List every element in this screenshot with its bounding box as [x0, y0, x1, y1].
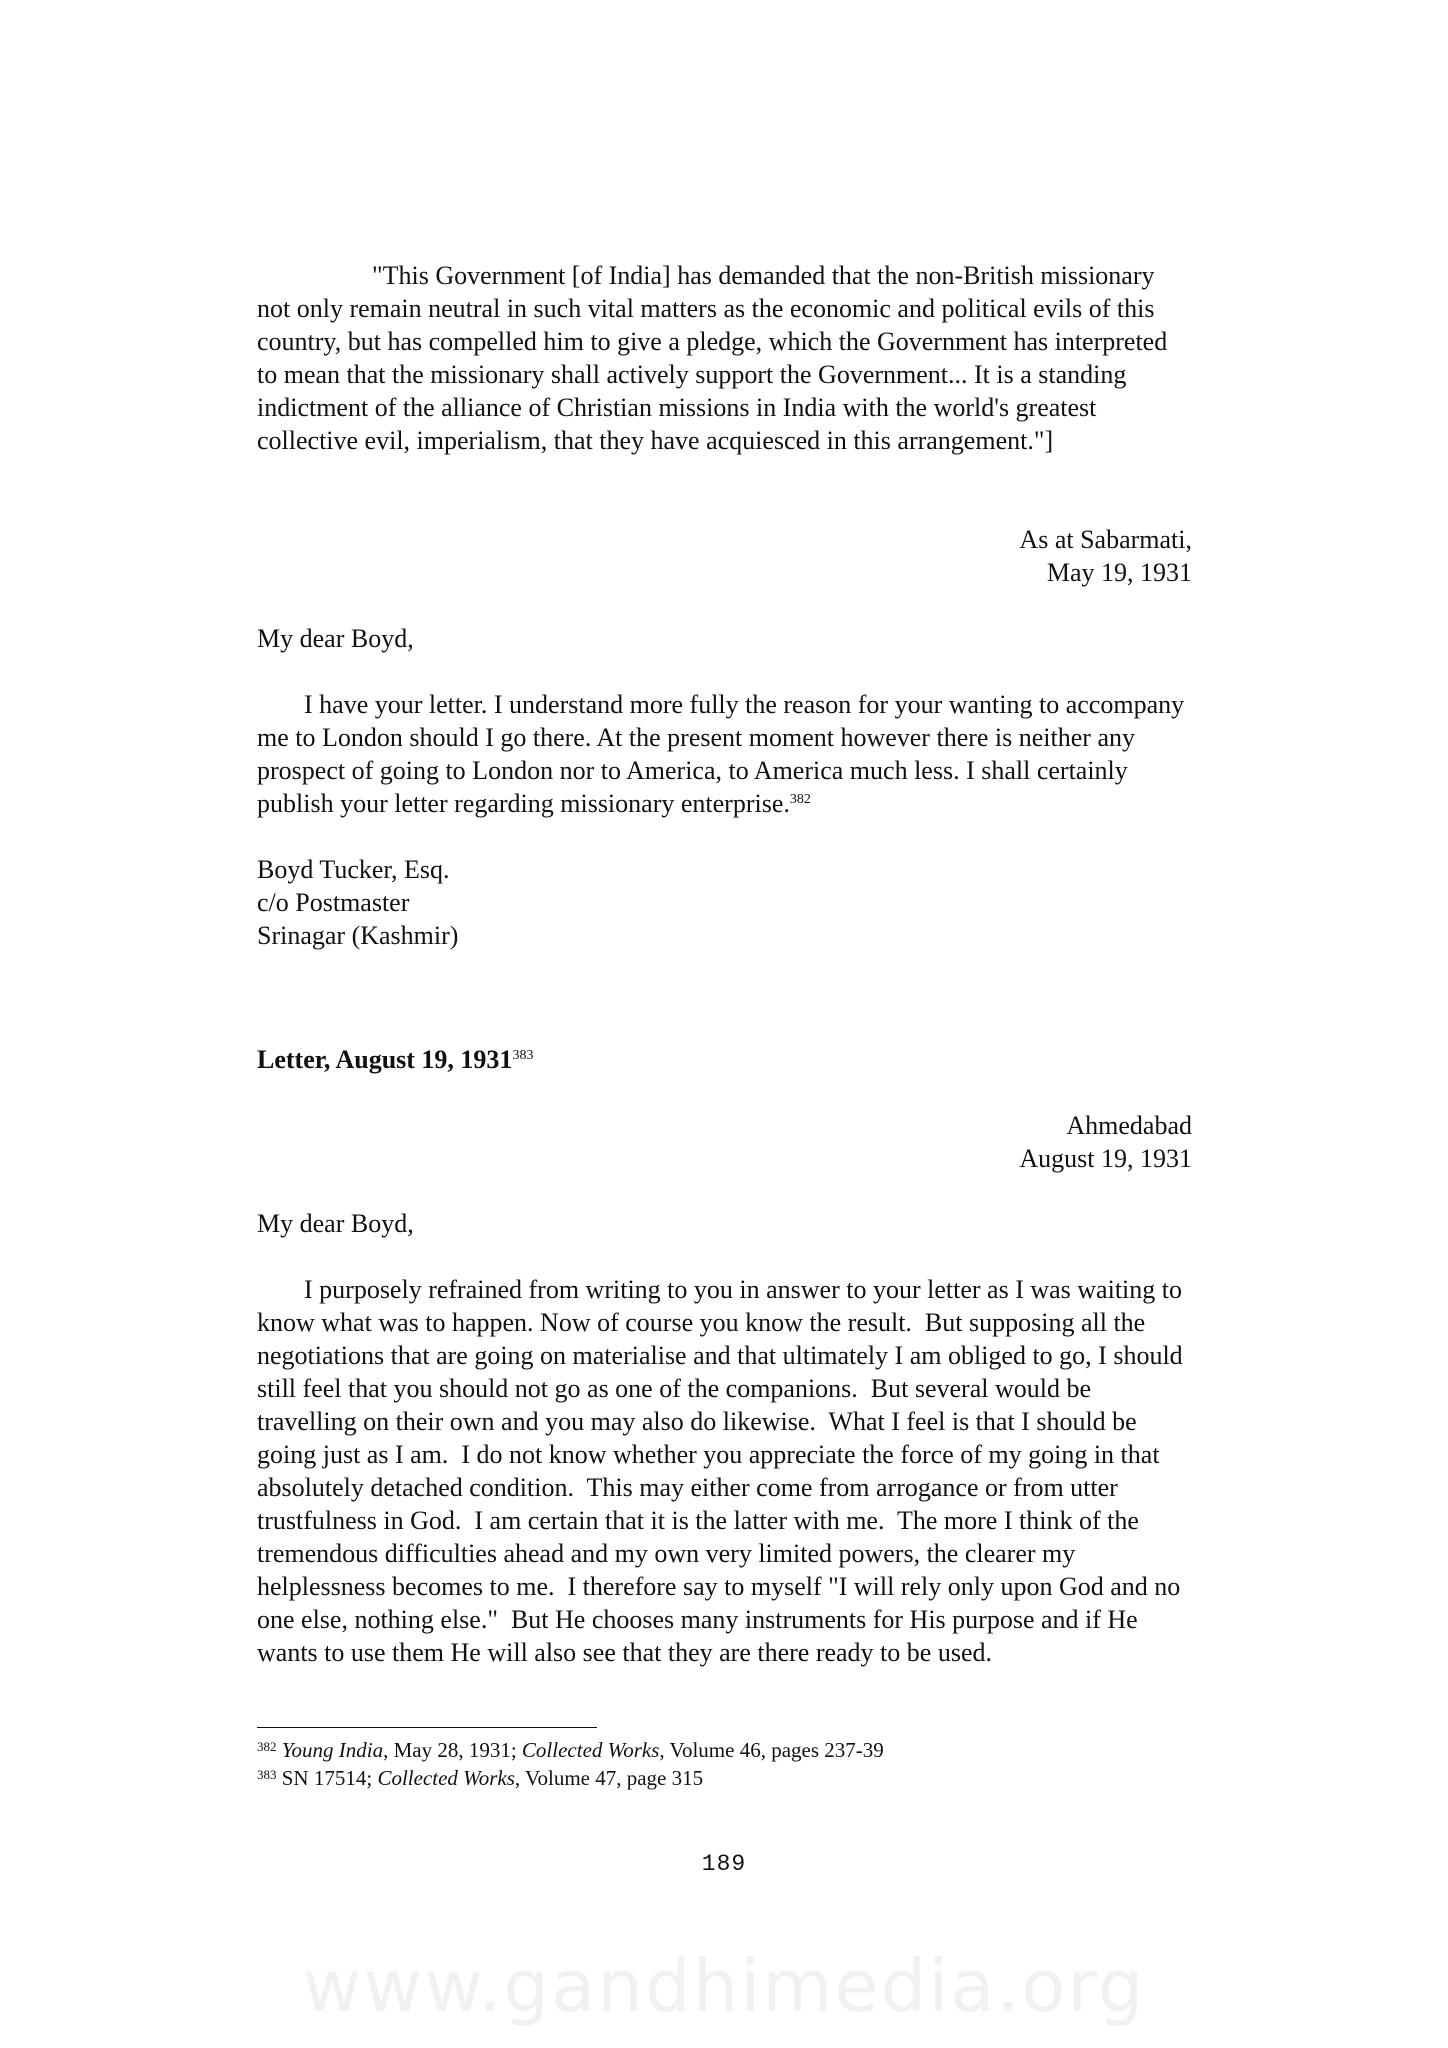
footnote-divider	[257, 1727, 597, 1728]
watermark: www.gandhimedia.org	[302, 1944, 1146, 2028]
letter1-dateline	[257, 523, 1192, 589]
letter1-salutation: My dear Boyd,	[257, 624, 414, 653]
letter1-body-block	[257, 688, 1192, 820]
footnote-ref-382: 382	[789, 792, 811, 807]
letter2-heading	[257, 1043, 1192, 1076]
section-heading	[257, 1043, 1192, 1076]
page-number: 189	[701, 1851, 747, 1877]
address-line: Boyd Tucker, Esq.	[257, 855, 450, 884]
footnote-works: Collected Works	[521, 1738, 660, 1762]
footnote-382: $^{382}$ Young India, May 28, 1931; Collected Works, Volume 46, pages 237-39	[257, 1738, 884, 1762]
letter2-body: I purposely refrained from writing to you in answer to your letter as I was waiting to know what was to happen. Now of course you know the result. But supposing all the negotiations that are going on materialise and that ultimately I am obliged to go, I should still feel that you should not go as one of the companions. But several would be travelling on their own and you may also do likewise. What I feel is that I should be going just as I am. I do not know whether you appreciate the force of my going in that absolutely detached condition. This may either come from arrogance or from utter trustfulness in God. I am certain that it is the latter with me. The more I think of the tremendous difficulties ahead and my own very limited powers, the clearer my helplessness becomes to me. I therefore say to myself "I will rely only upon God and no one else, nothing else." But He chooses many instruments for His purpose and if He wants to use them He will also see that they are there ready to be used.	[257, 1275, 1190, 1667]
footnote-works: Collected Works	[377, 1766, 515, 1790]
letter2-heading-text: Letter, August 19, 1931	[257, 1045, 513, 1074]
quote-paragraph: "This Government [of India] has demanded that the non-British missionary not only remain neutral in such vital matters as the economic and political evils of this country, but has compelled him to give a pledge, which the Government has interpreted to mean that the missionary shall actively support the Government... It is a standing indictment of the alliance of Christian missions in India with the world's greatest collective evil, imperialism, that they have acquiesced in this arrangement."]	[257, 261, 1168, 455]
letter1-place: As at Sabarmati,	[1019, 525, 1192, 554]
letter2-place: Ahmedabad	[1066, 1111, 1192, 1140]
letter2-dateline	[257, 1109, 1192, 1175]
address-line: Srinagar (Kashmir)	[257, 921, 459, 950]
letter2-salutation: My dear Boyd,	[257, 1209, 414, 1238]
letter1-address	[257, 853, 1192, 952]
address-line: c/o Postmaster	[257, 888, 410, 917]
letter2-date: August 19, 1931	[1019, 1144, 1192, 1173]
quote-block	[257, 259, 1192, 457]
footnote-383: $^{383}$ SN 17514; Collected Works, Volume 47, page 315	[257, 1766, 704, 1790]
letter1-body-text: I have your letter. I understand more fully the reason for your wanting to accompany me to London should I go there. At the present moment however there is neither any prospect of going to London nor to America, to America much less. I shall certainly publish your letter regarding missionary enterprise.	[257, 690, 1185, 818]
letter1-body	[257, 688, 1192, 820]
footnotes	[257, 1736, 1192, 1792]
footnote-ref-383: 383	[512, 1048, 534, 1063]
footnote-title: Young India	[281, 1738, 384, 1762]
letter2-body-block	[257, 1273, 1192, 1669]
letter1-date: May 19, 1931	[1046, 558, 1192, 587]
